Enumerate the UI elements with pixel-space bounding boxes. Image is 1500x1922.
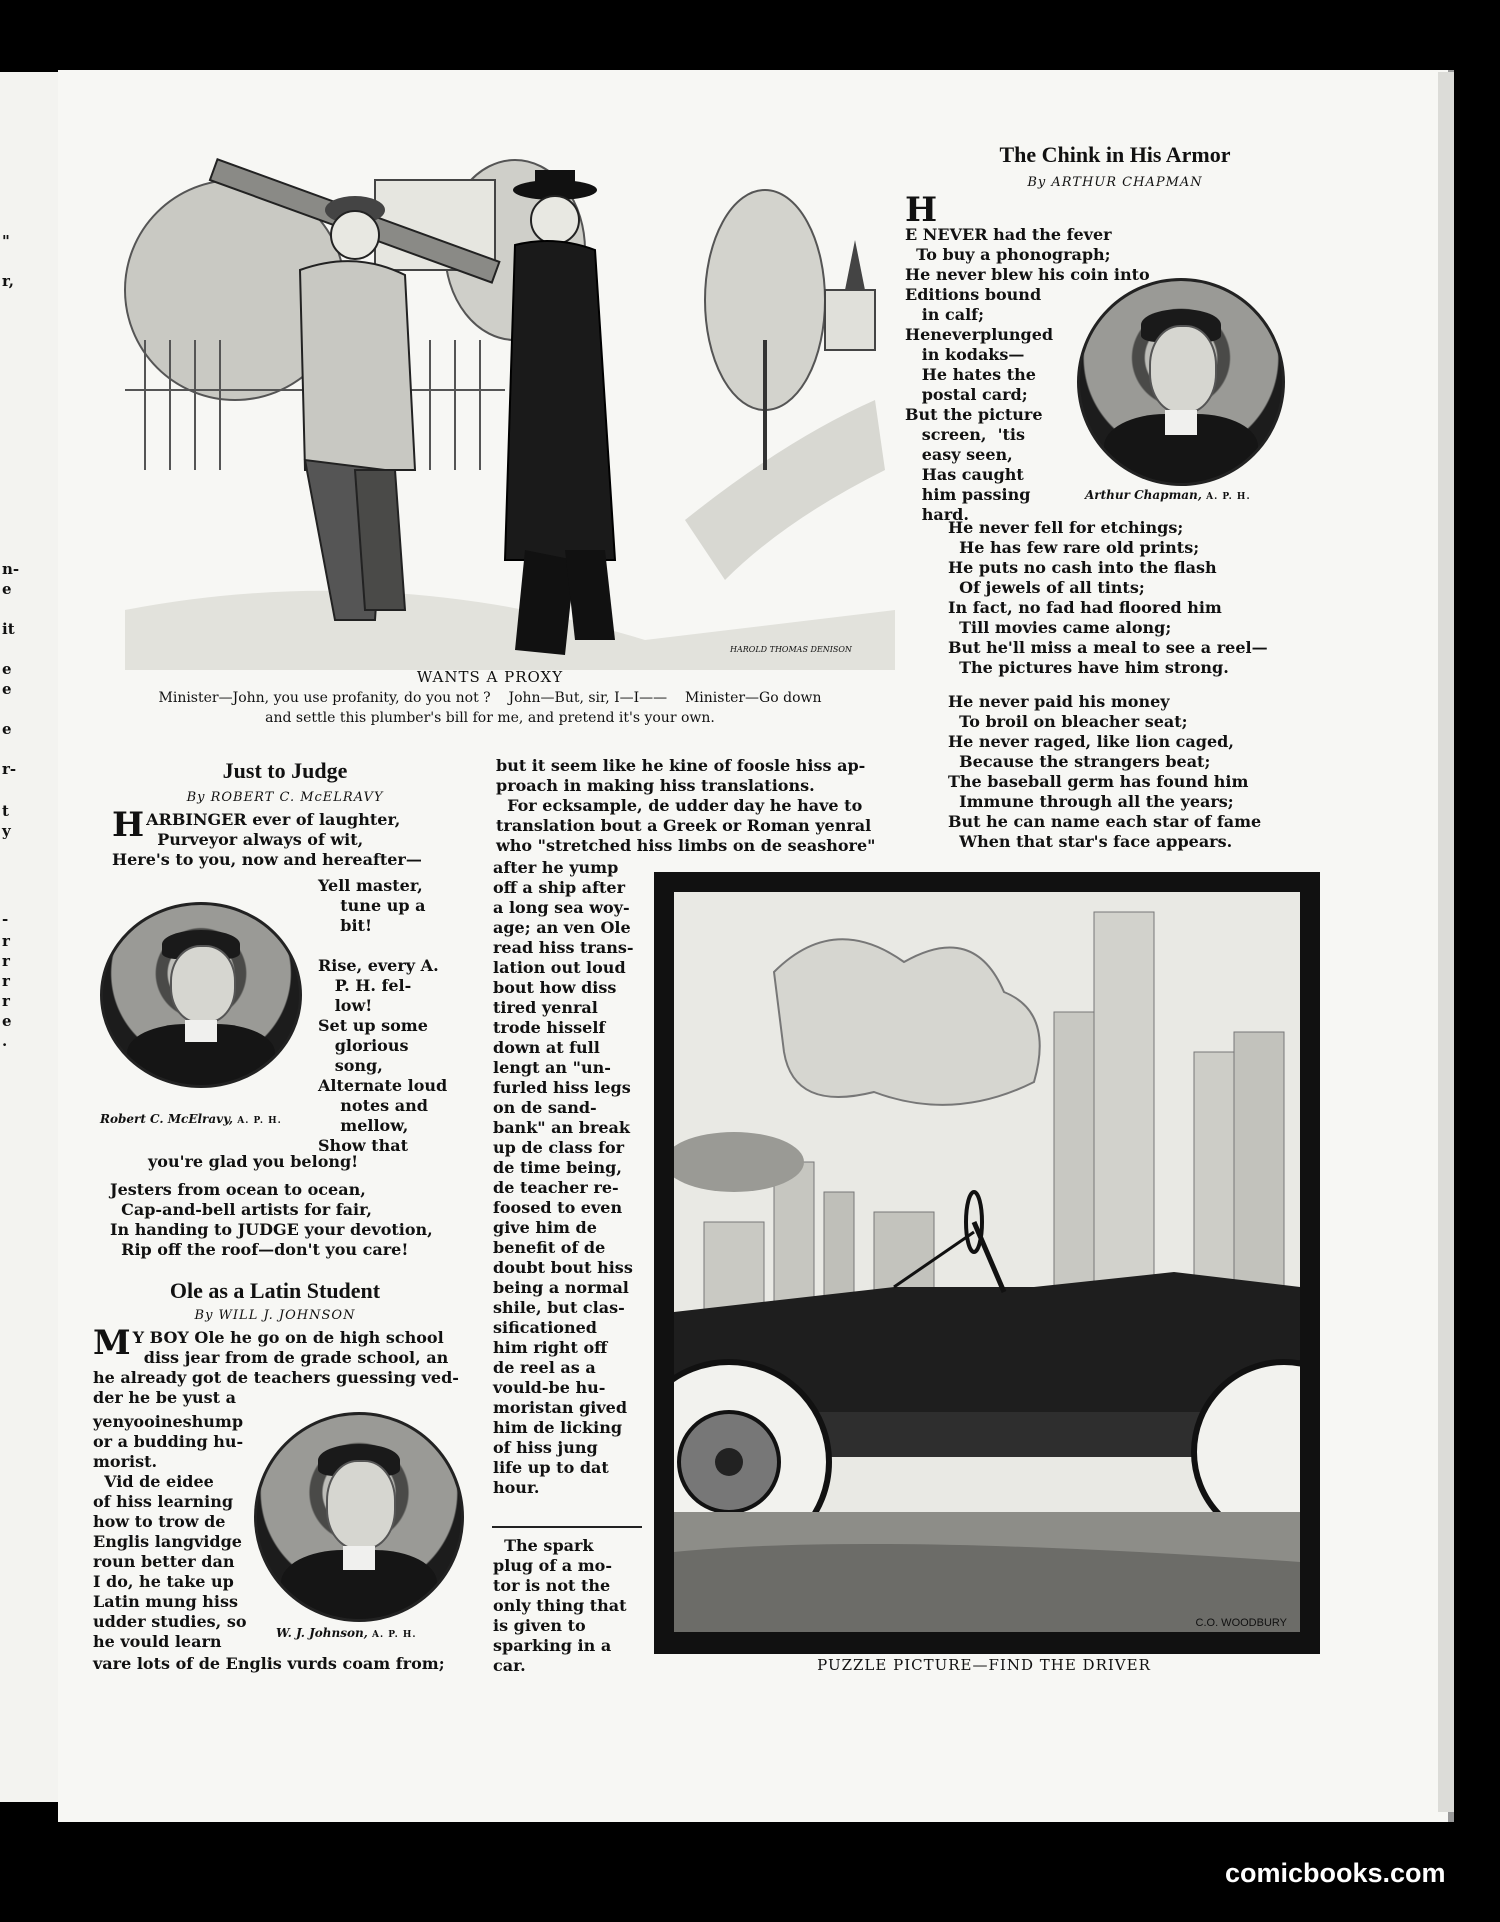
judge-lines-side: Yell master, tune up a bit! Rise, every A. P. H. fel- low! Set up some glorious song, Alternate loud notes and mellow, Show that <box>318 876 448 1155</box>
caption-suffix: A. P. H. <box>1206 492 1251 502</box>
article-byline-chink: By ARTHUR CHAPMAN <box>1027 175 1203 190</box>
dropcap: H <box>112 805 145 845</box>
portrait-arthur-chapman <box>1077 278 1285 486</box>
article-byline-judge: By ROBERT C. McELRAVY <box>186 790 384 805</box>
stanza-text: E NEVER had the fever To buy a phonograph; He never blew his coin into Editions bound in calf; Heneverplunged in kodaks— He hates the postal card; But the picture screen, 'tis easy seen, Has caught him passing hard. <box>905 225 1150 524</box>
paragraph-text: Y BOY Ole he go on de high school diss jear from de grade school, an he already got de teachers guessing ved- der he be yust a <box>93 1328 459 1407</box>
caption-name: Arthur Chapman, <box>1085 488 1202 502</box>
margin-fragment: y <box>2 822 11 840</box>
margin-fragment: it <box>2 620 15 638</box>
portrait-caption-chapman <box>1085 488 1251 502</box>
cartoon-caption-line2: and settle this plumber's bill for me, and pretend it's your own. <box>265 710 715 726</box>
cartoon-title: WANTS A PROXY <box>416 668 564 686</box>
margin-fragment: r- <box>2 760 17 778</box>
ole-col2-top: but it seem like he kine of foosle hiss ap- proach in making hiss translations. For ecksample, de udder day he have to translation bout a Greek or Roman yenral who "stretched hiss limbs on de seashore" <box>496 756 876 855</box>
margin-fragment: e <box>2 1012 12 1030</box>
cartoon-caption-line1: Minister—John, you use profanity, do you not ? John—But, sir, I—I—— Minister—Go down <box>158 690 822 706</box>
page-edge <box>1438 72 1454 1812</box>
puzzle-picture <box>674 892 1300 1632</box>
cartoon-drawing <box>85 140 895 670</box>
caption-suffix: A. P. H. <box>372 1630 417 1640</box>
chink-stanza3: He never paid his money To broil on bleacher seat; He never raged, like lion caged, Because the strangers beat; The baseball germ has found him Immune through all the years; But he can name each star of fame When that star's face appears. <box>948 692 1262 851</box>
judge-line-belong: you're glad you belong! <box>148 1152 359 1171</box>
margin-fragment: r <box>2 952 10 970</box>
cartoon-illustration <box>85 140 895 670</box>
portrait-robert-mcelravy <box>100 902 302 1088</box>
judge-stanza2: Jesters from ocean to ocean, Cap-and-bell artists for fair, In handing to JUDGE your devotion, Rip off the roof—don't you care! <box>110 1180 433 1259</box>
margin-fragment: - <box>2 910 9 928</box>
article-byline-ole: By WILL J. JOHNSON <box>194 1308 356 1323</box>
portrait-will-johnson <box>254 1412 464 1622</box>
margin-fragment: e <box>2 720 12 738</box>
article-title-ole: Ole as a Latin Student <box>169 1278 381 1303</box>
poem-text: ARBINGER ever of laughter, Purveyor always of wit, Here's to you, now and hereafter— <box>112 810 422 869</box>
ole-col2-narrow: after he yump off a ship after a long sea woy- age; an ven Ole read hiss trans- lation out loud bout how diss tired yenral trode hisself down at full lengt an "un- furled hiss legs on de sand- bank" an break up de class for de time being, de teacher re- foosed to even give him de benefit of de doubt bout hiss being a normal shile, but clas- sificationed him right off de reel as a vould-be hu- moristan gived him de licking of hiss jung life up to dat hour. <box>493 858 634 1497</box>
margin-fragment: e <box>2 580 12 598</box>
caption-suffix: A. P. H. <box>237 1116 282 1126</box>
article-title-judge: Just to Judge <box>222 758 348 783</box>
margin-fragment: " <box>2 232 10 250</box>
margin-fragment: r <box>2 992 10 1010</box>
puzzle-caption: PUZZLE PICTURE—FIND THE DRIVER <box>817 1656 1151 1674</box>
ole-para-bottom: vare lots of de Englis vurds coam from; <box>93 1654 445 1673</box>
rule-divider <box>492 1526 642 1528</box>
puzzle-picture-frame <box>654 872 1320 1654</box>
puzzle-signature: C.O. WOODBURY <box>1195 1617 1287 1629</box>
ole-para-side: yenyooineshump or a budding hu- morist. Vid de eidee of hiss learning how to trow de Englis langvidge roun better dan I do, he take up Latin mung hiss udder studies, so he vould learn <box>93 1412 247 1651</box>
margin-fragment: . <box>2 1032 8 1050</box>
dropcap: H <box>905 190 938 230</box>
margin-fragment: n- <box>2 560 20 578</box>
caption-name: W. J. Johnson, <box>276 1626 368 1640</box>
watermark: comicbooks.com <box>1225 1858 1446 1888</box>
caption-name: Robert C. McElravy, <box>100 1112 234 1126</box>
margin-fragment: r, <box>2 272 15 290</box>
margin-fragment: r <box>2 932 10 950</box>
chink-stanza2: He never fell for etchings; He has few rare old prints; He puts no cash into the flash Of jewels of all tints; In fact, no fad had floored him Till movies came along; But he'll miss a meal to see a reel— The pictures have him strong. <box>948 518 1268 677</box>
spark-plug-note: The spark plug of a mo- tor is not the only thing that is given to sparking in a car. <box>493 1536 627 1675</box>
ole-para-top <box>93 1323 473 1408</box>
margin-fragment: e <box>2 680 12 698</box>
dropcap: M <box>93 1323 131 1363</box>
article-title-chink: The Chink in His Armor <box>999 142 1231 167</box>
cartoon-signature: HAROLD THOMAS DENISON <box>730 645 852 654</box>
margin-fragment: e <box>2 660 12 678</box>
margin-fragment: r <box>2 972 10 990</box>
portrait-caption-johnson <box>276 1626 416 1640</box>
margin-fragment: t <box>2 802 9 820</box>
judge-lines-top <box>112 805 492 870</box>
adjacent-page-sliver <box>0 72 60 1802</box>
portrait-caption-mcelravy <box>100 1112 282 1126</box>
